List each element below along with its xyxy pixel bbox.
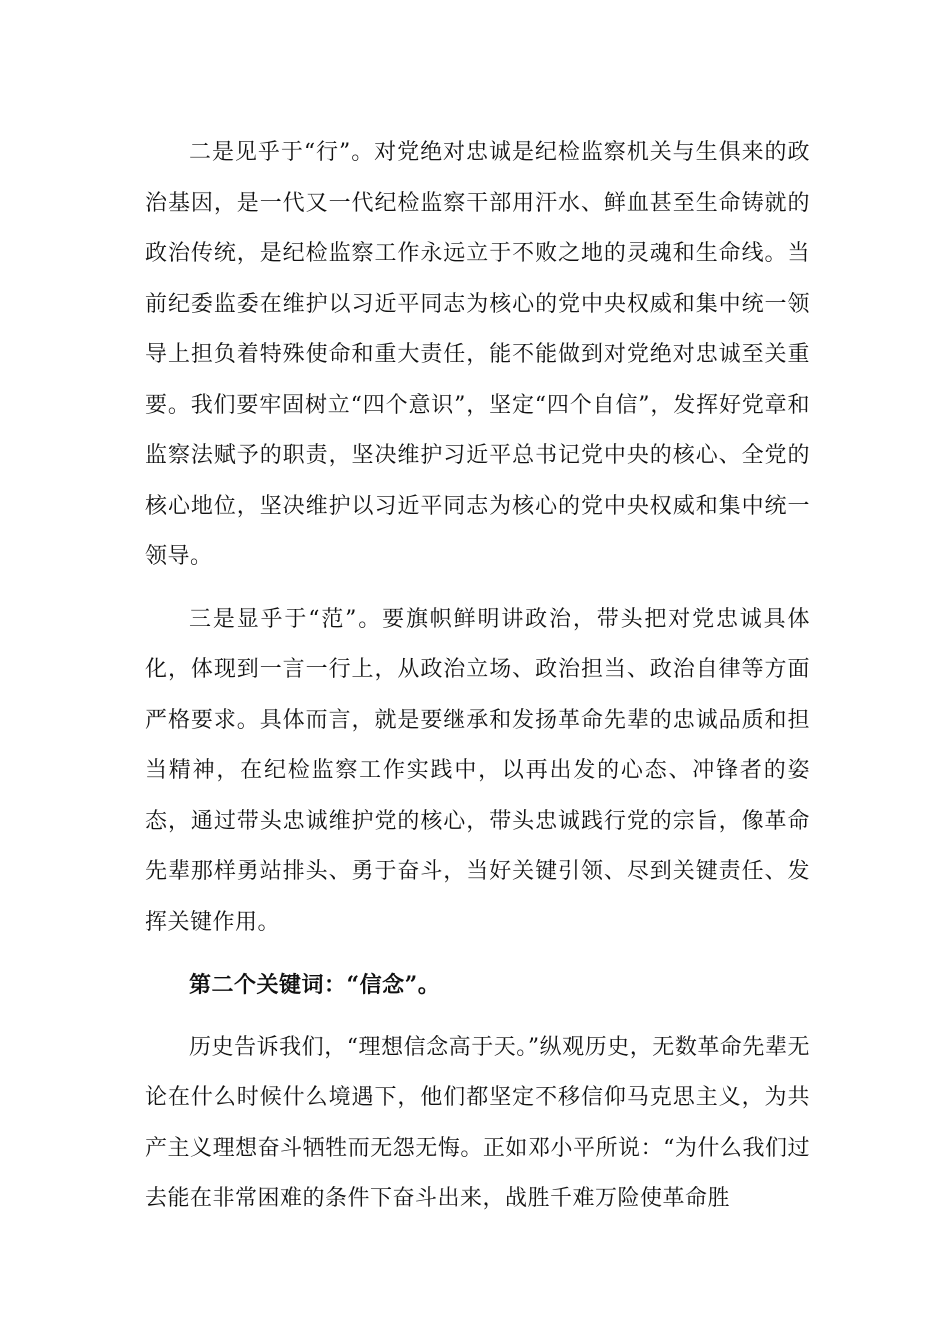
paragraph-second-point: 二是见乎于“行”。对党绝对忠诚是纪检监察机关与生俱来的政治基因，是一代又一代纪检监察干部用汗水、鲜血甚至生命铸就的政治传统，是纪检监察工作永远立于不败之地的灵魂和生命线。当前纪委监委在维护以习近平同志为核心的党中央权威和集中统一领导上担负着特殊使命和重大责任，能不能做到对党绝对忠诚至关重要。我们要牢固树立“四个意识”，坚定“四个自信”，发挥好党章和监察法赋予的职责，坚决维护习近平总书记党中央的核心、全党的核心地位，坚决维护以习近平同志为核心的党中央权威和集中统一领导。 [145, 140, 810, 569]
section-heading-keyword-belief: 第二个关键词：“信念”。 [189, 972, 441, 998]
paragraph-third-point: 三是显乎于“范”。要旗帜鲜明讲政治，带头把对党忠诚具体化，体现到一言一行上，从政治立场、政治担当、政治自律等方面严格要求。具体而言，就是要继承和发扬革命先辈的忠诚品质和担当精神，在纪检监察工作实践中，以再出发的心态、冲锋者的姿态，通过带头忠诚维护党的核心，带头忠诚践行党的宗旨，像革命先辈那样勇站排头、勇于奋斗，当好关键引领、尽到关键责任、发挥关键作用。 [145, 606, 810, 935]
paragraph-history-belief: 历史告诉我们，“理想信念高于天。”纵观历史，无数革命先辈无论在什么时候什么境遇下，他们都坚定不移信仰马克思主义，为共产主义理想奋斗牺牲而无怨无悔。正如邓小平所说：“为什么我们过去能在非常困难的条件下奋斗出来，战胜千难万险使革命胜 [145, 1034, 810, 1211]
document-body [145, 128, 810, 1225]
